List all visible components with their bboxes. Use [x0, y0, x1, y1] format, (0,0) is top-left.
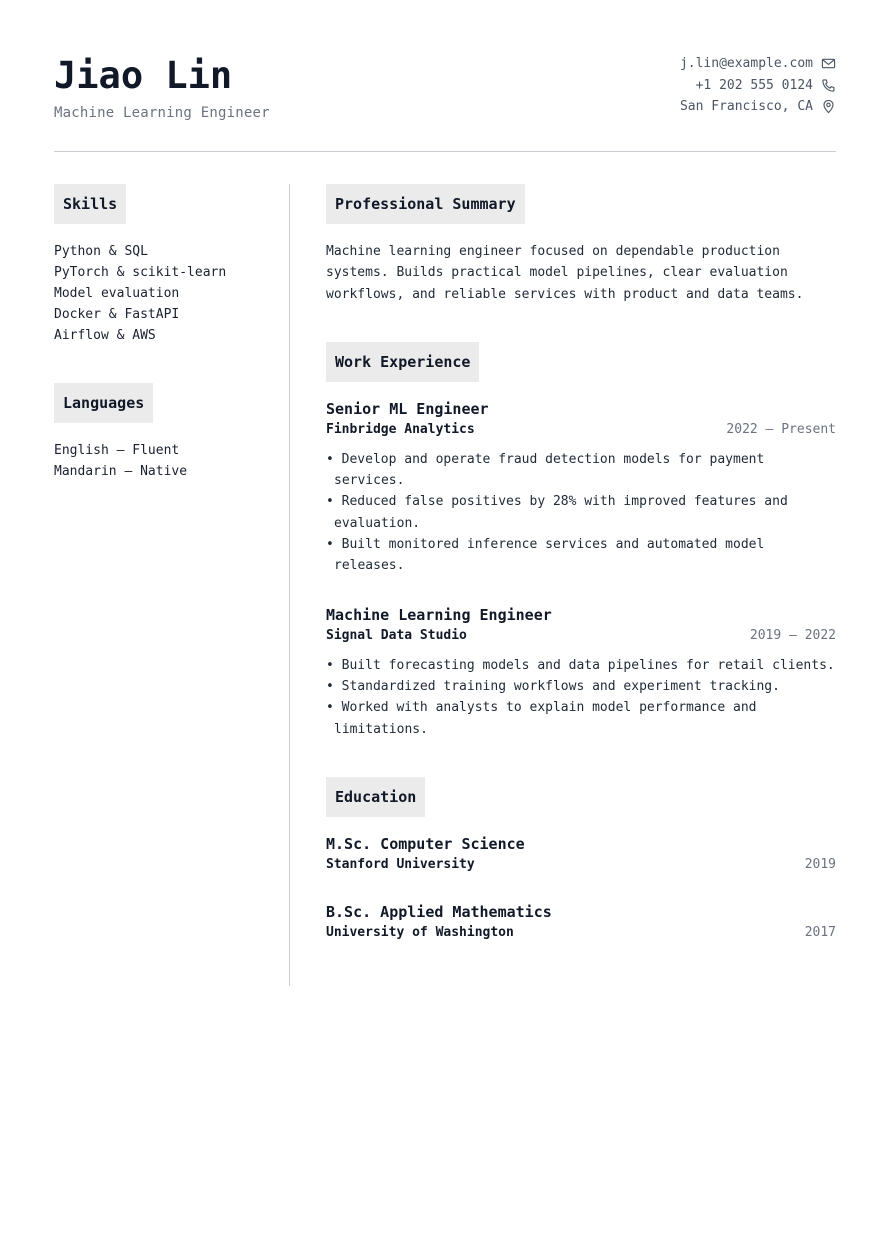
job-bullet: • Worked with analysts to explain model performance and limitations. [326, 697, 836, 740]
skill-item: Model evaluation [54, 286, 180, 301]
contact-block [680, 53, 836, 118]
main-content [326, 184, 836, 943]
column-divider [289, 184, 290, 986]
map-pin-icon [821, 99, 836, 114]
degree-title: B.Sc. Applied Mathematics [326, 902, 552, 921]
language-item: Mandarin — Native [54, 464, 188, 479]
education-entry [326, 834, 836, 875]
skill-item: Airflow & AWS [54, 328, 156, 343]
skill-item: Python & SQL [54, 244, 148, 259]
job-bullet: • Reduced false positives by 28% with improved features and evaluation. [326, 491, 836, 534]
skills-heading: Skills [54, 184, 126, 224]
job-bullet: • Standardized training workflows and experiment tracking. [326, 676, 836, 697]
candidate-role: Machine Learning Engineer [54, 105, 270, 121]
job-bullet: • Develop and operate fraud detection models for payment services. [326, 449, 836, 492]
job-dates: 2022 — Present [726, 421, 836, 437]
job-bullet: • Built monitored inference services and automated model releases. [326, 534, 836, 577]
experience-heading: Work Experience [326, 342, 479, 382]
education-meta [326, 854, 836, 875]
header-divider [54, 151, 836, 152]
sidebar [54, 184, 269, 482]
summary-text: Machine learning engineer focused on dependable production systems. Builds practical model pipelines, clear evaluation workflows, and reliable services with product and data teams. [326, 244, 804, 302]
summary-heading: Professional Summary [326, 184, 525, 224]
skills-list [54, 241, 269, 346]
school-name: Stanford University [326, 856, 475, 872]
education-heading: Education [326, 777, 425, 817]
school-name: University of Washington [326, 924, 514, 940]
candidate-name: Jiao Lin [54, 54, 233, 97]
skill-item: Docker & FastAPI [54, 307, 180, 322]
phone-text: +1 202 555 0124 [695, 77, 813, 93]
location-text: San Francisco, CA [679, 99, 813, 115]
envelope-icon [821, 56, 836, 71]
languages-heading: Languages [54, 383, 153, 423]
job-bullet: • Built forecasting models and data pipelines for retail clients. [326, 655, 836, 676]
contact-phone [680, 75, 836, 97]
education-entry [326, 902, 836, 943]
job-meta [326, 419, 836, 440]
phone-icon [821, 78, 836, 93]
job-entry [326, 605, 836, 740]
languages-list [54, 440, 269, 482]
contact-location [680, 96, 836, 118]
job-entry [326, 399, 836, 577]
job-dates: 2019 — 2022 [749, 627, 836, 643]
email-text: j.lin@example.com [679, 56, 813, 72]
job-company: Signal Data Studio [326, 627, 467, 643]
job-title: Senior ML Engineer [326, 399, 489, 418]
language-item: English — Fluent [54, 443, 180, 458]
degree-title: M.Sc. Computer Science [326, 834, 525, 853]
education-meta [326, 922, 836, 943]
job-bullets [326, 655, 836, 740]
graduation-year: 2019 [804, 856, 836, 872]
job-bullets [326, 449, 836, 577]
contact-email [680, 53, 836, 75]
job-meta [326, 625, 836, 646]
job-company: Finbridge Analytics [326, 421, 475, 437]
skill-item: PyTorch & scikit-learn [54, 265, 227, 280]
graduation-year: 2017 [804, 924, 836, 940]
job-title: Machine Learning Engineer [326, 605, 552, 624]
